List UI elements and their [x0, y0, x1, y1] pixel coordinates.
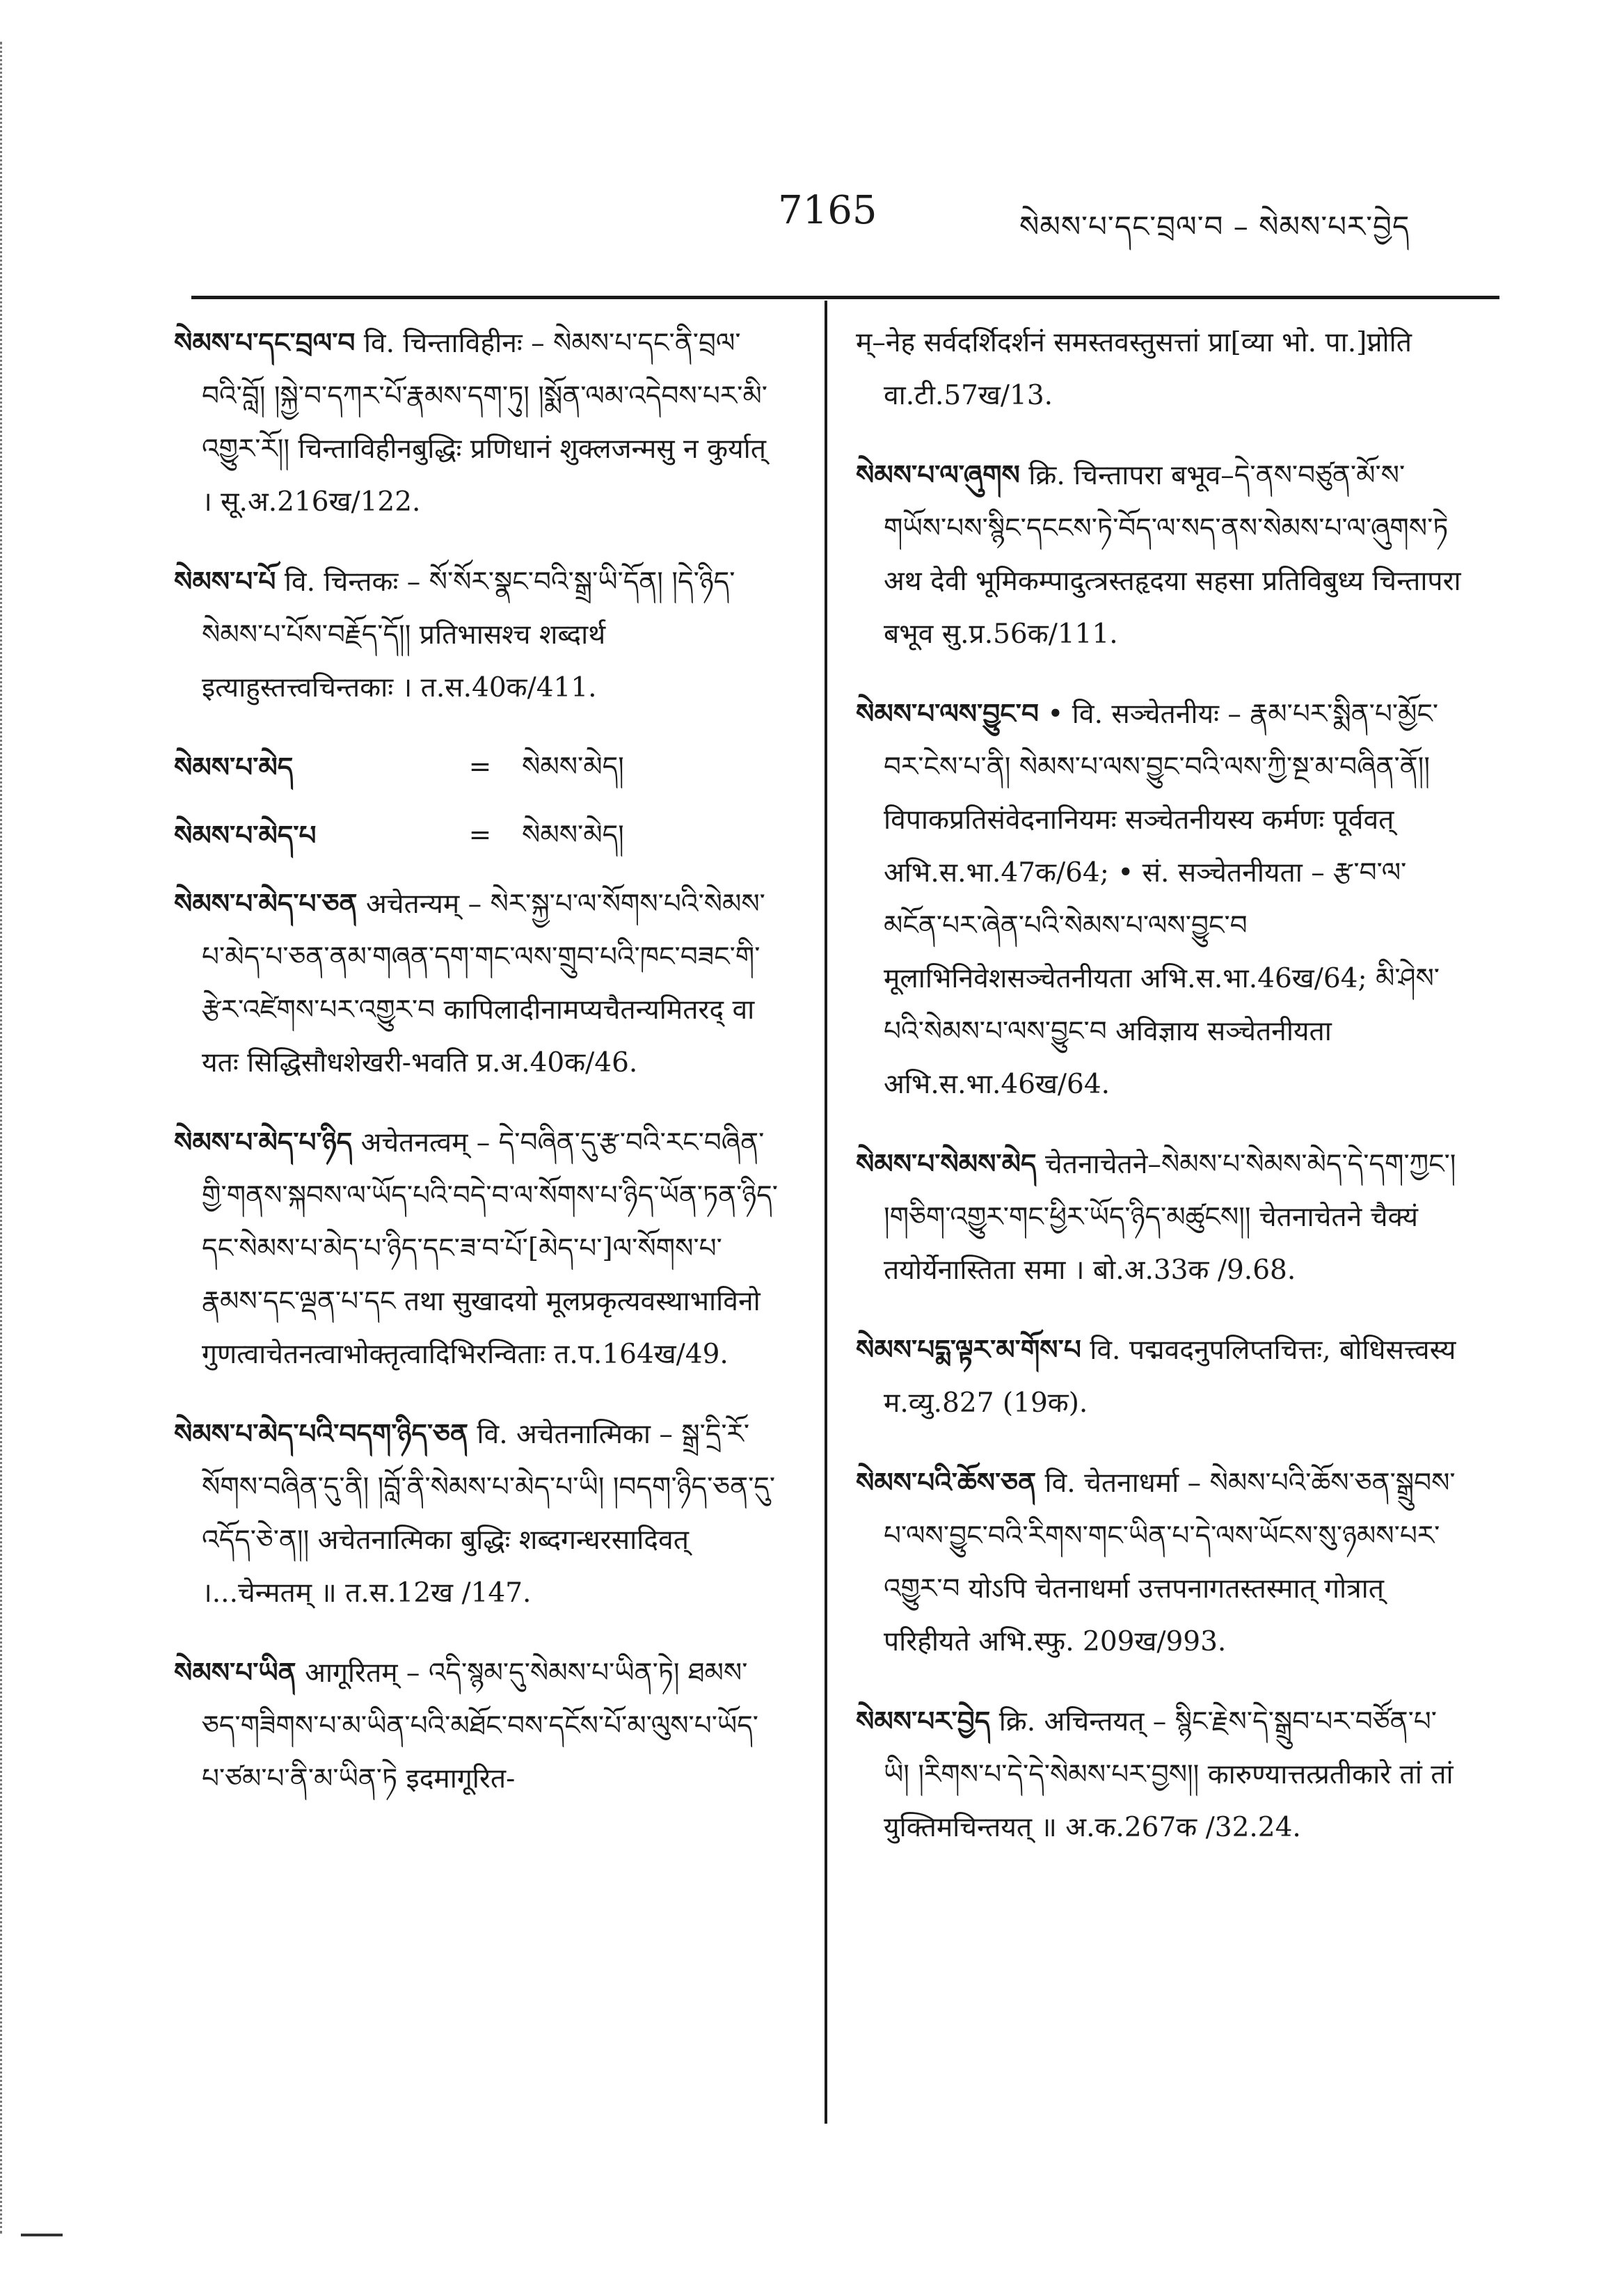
- cross-reference-entry: [174, 741, 779, 794]
- entry-headword: སེམས་པ་ལས་བྱུང་བ: [856, 698, 1039, 730]
- entry-text: आगूरितम् – འདི་སྙམ་དུ་སེམས་པ་ཡིན་ཏེ། ཐམས་ཅད་གཟིགས་པ་མ་ཡིན་པའི་མཐོང་བས་དངོས་པོ་མ་ལུས་པ་ཡོད་པ་ཙམ་པ་ནི་མ་ཡིན་ཏེ इदमागूरित-: [202, 1657, 758, 1795]
- entry-text: वि. पद्मवदनुपलिप्तचित्तः, बोधिसत्त्वस्य म.व्यु.827 (19क).: [884, 1335, 1456, 1419]
- scan-margin-marks: [0, 42, 30, 2234]
- entry-text: अचेतन्यम् – སེར་སྐྱ་པ་ལ་སོགས་པའི་སེམས་པ་མེད་པ་ཅན་ནམ་གཞན་དག་གང་ལས་གྲུབ་པའི་ཁང་བཟང་གི་རྩེར་འཛེགས་པར་འགྱུར་བ कापिलादीनामप्यचैतन्यमितरद् वा यतः सिद्धिसौधशेखरी-भवति प्र.अ.40क/46.: [202, 889, 765, 1079]
- entry-text: अचेतनत्वम् – དེ་བཞིན་དུ་རྩ་བའི་རང་བཞིན་གྱི་གནས་སྐབས་ལ་ཡོད་པའི་བདེ་བ་ལ་སོགས་པ་ཉིད་ཡོན་ཏན་ཉིད་དང་སེམས་པ་མེད་པ་ཉིད་དང་ཟ་བ་པོ་[མེད་པ་]ལ་སོགས་པ་རྣམས་དང་ལྡན་པ་དང तथा सुखादयो मूलप्रकृत्यवस्थाभाविनो गुणत्वाचेतनत्वाभोक्तृत्वादिभिरन्विताः त.प.164ख/49.: [202, 1127, 778, 1370]
- dictionary-entry: [174, 1116, 779, 1381]
- entry-headword: སེམས་པ་དང་བྲལ་བ: [174, 327, 356, 359]
- left-column: [174, 317, 779, 1832]
- entry-text: क्रि. अचिन्तयत् – སྙིང་རྗེས་དེ་སྒྲུབ་པར་བཙོན་པ་ཡི། །རིགས་པ་དེ་དེ་སེམས་པར་བྱས།། कारुण्यात्तत्प्रतीकारे तां तां युक्तिमचिन्तयत् ॥ अ.क.267क /32.24.: [884, 1706, 1454, 1843]
- entry-text: • वि. सञ्चेतनीयः – རྣམ་པར་སྨིན་པ་མྱོང་བར་ངེས་པ་ནི། སེམས་པ་ལས་བྱུང་བའི་ལས་ཀྱི་སྔ་མ་བཞིན་ནོ།། विपाकप्रतिसंवेदनानियमः सञ्चेतनीयस्य कर्मणः पूर्ववत् अभि.स.भा.47क/64; • सं. सञ्चेतनीयता – རྩ་བ་ལ་མངོན་པར་ཞེན་པའི་སེམས་པ་ལས་བྱུང་བ मूलाभिनिवेशसञ्चेतनीयता अभि.स.भा.46ख/64; མི་ཤེས་པའི་སེམས་པ་ལས་བྱུང་བ अविज्ञाय सञ्चेतनीयता अभि.स.भा.46ख/64.: [884, 699, 1440, 1100]
- page-number: 7165: [778, 188, 877, 233]
- dictionary-entry: [174, 317, 779, 529]
- entry-text: वि. अचेतनात्मिका – སྒྲ་དྲི་རོ་སོགས་བཞིན་དུ་ནི། །བློ་ནི་སེམས་པ་མེད་པ་ཡི། །བདག་ཉིད་ཅན་དུ་འདོད་ཅེ་ན།། अचेतनात्मिका बुद्धिः शब्दगन्धरसादिवत् ।...चेन्मतम् ॥ त.स.12ख /147.: [202, 1419, 776, 1609]
- entry-headword: སེམས་པ་ལ་ཞུགས: [856, 459, 1020, 491]
- entry-text: चेतनाचेतने–སེམས་པ་སེམས་མེད་དེ་དག་ཀྱང་། །གཅིག་འགྱུར་གང་ཕྱིར་ཡོད་ཉིད་མཚུངས།། चेतनाचेतने चैक्यं तयोर्येनास्तिता समा । बो.अ.33क /9.68.: [884, 1149, 1456, 1286]
- entry-headword: སེམས་པ་མེད་པའི་བདག་ཉིད་ཅན: [174, 1418, 468, 1450]
- entry-headword: སེམས་པའི་ཆོས་ཅན: [856, 1467, 1037, 1499]
- dictionary-entry: [174, 877, 779, 1090]
- entry-text: वि. चेतनाधर्मा – སེམས་པའི་ཆོས་ཅན་སྒྲུབས་པ་ལས་བྱུང་བའི་རིགས་གང་ཡིན་པ་དེ་ལས་ཡོངས་སུ་ཉམས་པར་འགྱུར་བ योऽपि चेतनाधर्मा उत्तपनागतस्तस्मात् गोत्रात् परिहीयते अभि.स्फु. 209ख/993.: [884, 1467, 1456, 1657]
- entry-text: क्रि. चिन्तापरा बभूव–དེ་ནས་བཙུན་མོ་ས་གཡོས་པས་སྙིང་དངངས་ཏེ་བོད་ལ་སད་ནས་སེམས་པ་ལ་ཞུགས་ཏེ अथ देवी भूमिकम्पादुत्त्रस्तहृदया सहसा प्रतिविबुध्य चिन्तापरा बभूव सु.प्र.56क/111.: [884, 460, 1461, 650]
- header-rule: [191, 296, 1499, 299]
- entry-headword: སེམས་པ་མེད་པ་ཅན: [174, 888, 358, 920]
- entry-text: म्–नेह सर्वदर्शिदर्शनं समस्तवस्तुसत्तां प्रा[व्या भो. पा.]प्नोति वा.टी.57ख/13.: [856, 327, 1412, 411]
- dictionary-entry: [856, 1695, 1461, 1854]
- right-column: [856, 317, 1461, 1881]
- entry-headword: སེམས་པ་པོ: [174, 566, 276, 598]
- entry-headword: སེམས་པདྨ་ལྟར་མ་གོས་པ: [856, 1334, 1081, 1366]
- entry-headword: སེམས་པ་མེད་པ: [174, 820, 317, 852]
- equals-sign: =: [468, 751, 492, 783]
- entry-text: वि. चिन्ताविहीनः – སེམས་པ་དང་ནི་བྲལ་བའི་བློ། །སྐྱེ་བ་དཀར་པོ་རྣམས་དག་ཏུ། །སྨོན་ལམ་འདེབས་པར་མི་འགྱུར་རོ།། चिन्ताविहीनबुद्धिः प्रणिधानं शुक्लजन्मसु न कुर्यात् । सू.अ.216ख/122.: [202, 328, 767, 518]
- dictionary-entry: [856, 1323, 1461, 1430]
- cross-reference-target: སེམས་མེད།: [522, 751, 624, 783]
- running-head: སེམས་པ་དང་བྲལ་བ – སེམས་པར་བྱེད: [1019, 209, 1410, 244]
- entry-headword: སེམས་པ་ཡིན: [174, 1657, 296, 1689]
- dictionary-entry: [856, 1138, 1461, 1297]
- corner-mark: [21, 2234, 63, 2236]
- cross-reference-target: སེམས་མེད།: [522, 820, 624, 851]
- entry-text: वि. चिन्तकः – སོ་སོར་སྣང་བའི་སྒྲ་ཡི་དོན། །དེ་ཉིད་སེམས་པ་པོས་བརྗོད་དོ།། प्रतिभासश्च शब्दार्थ इत्याहुस्तत्त्वचिन्तकाः । त.स.40क/411.: [202, 566, 735, 703]
- dictionary-entry: [174, 555, 779, 715]
- entry-headword: སེམས་པ་མེད་པ་ཉིད: [174, 1127, 353, 1159]
- cross-reference-entry: [174, 809, 779, 862]
- entry-headword: སེམས་པར་བྱེད: [856, 1705, 991, 1737]
- dictionary-entry: [856, 1456, 1461, 1669]
- dictionary-entry: [174, 1646, 779, 1806]
- column-rule: [825, 301, 827, 2124]
- equals-sign: =: [468, 820, 492, 851]
- entry-headword: སེམས་པ་མེད: [174, 751, 294, 783]
- dictionary-entry: [856, 687, 1461, 1111]
- dictionary-entry: [856, 449, 1461, 661]
- dictionary-entry-continuation: [856, 317, 1461, 422]
- dictionary-entry: [174, 1408, 779, 1620]
- entry-headword: སེམས་པ་སེམས་མེད: [856, 1148, 1037, 1180]
